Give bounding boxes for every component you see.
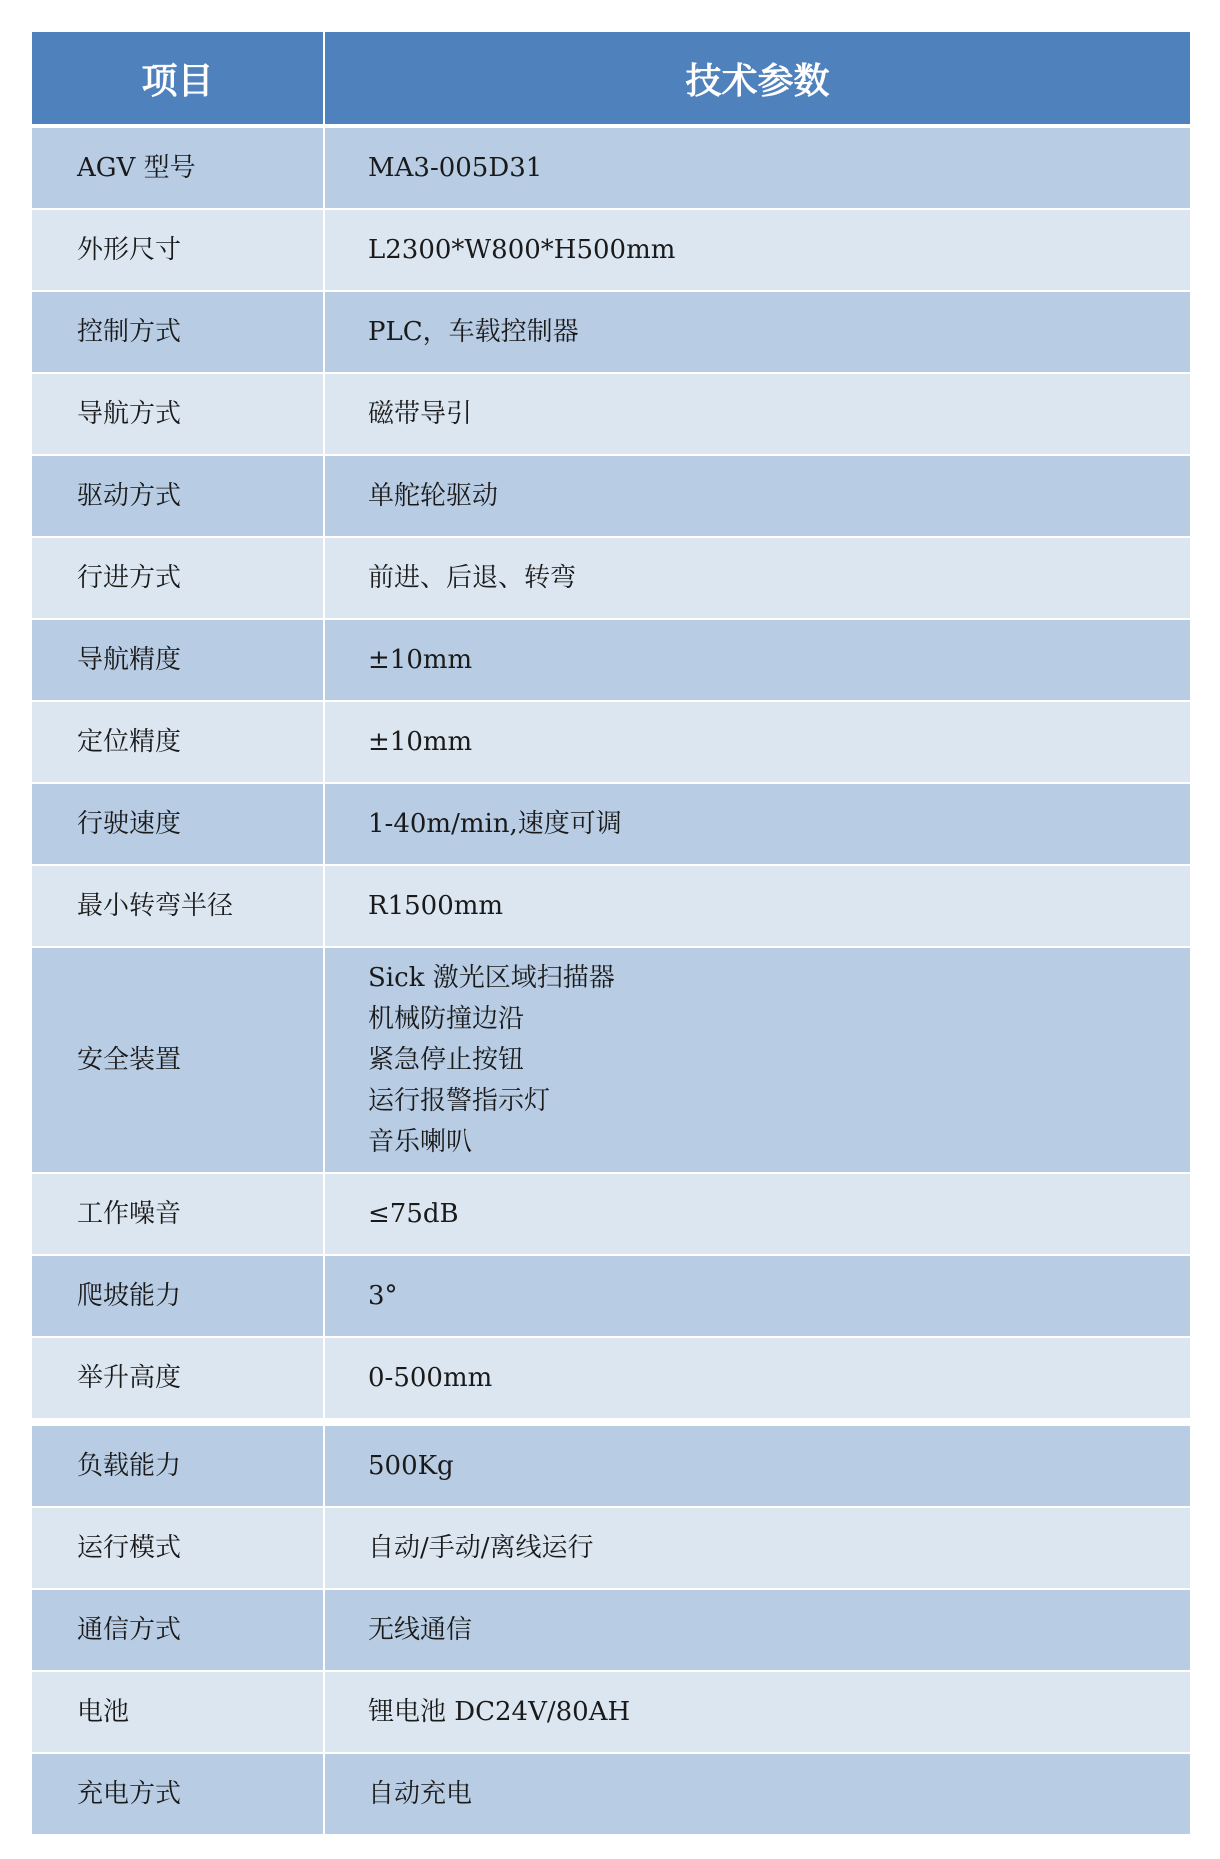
value-cell: [324, 783, 1190, 865]
item-cell: 工作噪音: [32, 1173, 324, 1255]
value-cell: [324, 1337, 1190, 1422]
value-cell: [324, 701, 1190, 783]
value-cell: [324, 291, 1190, 373]
value-line: 运行报警指示灯: [368, 1085, 551, 1116]
item-cell: 行进方式: [32, 537, 324, 619]
header-row: [32, 32, 1190, 126]
table-row: [32, 1173, 1190, 1255]
value-line: PLC，车载控制器: [368, 316, 579, 347]
value-line: MA3-005D31: [368, 152, 543, 183]
header-value: 技术参数: [324, 32, 1190, 126]
table-row: [32, 865, 1190, 947]
table-row: [32, 701, 1190, 783]
item-cell: 充电方式: [32, 1753, 324, 1835]
item-cell: 行驶速度: [32, 783, 324, 865]
value-cell: [324, 1173, 1190, 1255]
value-cell: [324, 1255, 1190, 1337]
value-line: Sick 激光区域扫描器: [368, 962, 615, 993]
value-line: 机械防撞边沿: [368, 1003, 525, 1034]
header-item: 项目: [32, 32, 324, 126]
value-cell: [324, 373, 1190, 455]
value-cell: [324, 1589, 1190, 1671]
spec-table: [32, 32, 1190, 1836]
value-cell: [324, 537, 1190, 619]
item-cell: 爬坡能力: [32, 1255, 324, 1337]
item-cell: 最小转弯半径: [32, 865, 324, 947]
value-cell: [324, 1422, 1190, 1507]
item-cell: 通信方式: [32, 1589, 324, 1671]
item-cell: 导航精度: [32, 619, 324, 701]
value-line: 0-500mm: [368, 1362, 493, 1393]
table-row: [32, 126, 1190, 209]
value-line: 3°: [368, 1280, 398, 1311]
table-row: [32, 1589, 1190, 1671]
item-cell: 举升高度: [32, 1337, 324, 1422]
value-line: 自动/手动/离线运行: [368, 1532, 594, 1563]
value-line: 音乐喇叭: [368, 1126, 473, 1157]
item-cell: 安全装置: [32, 947, 324, 1173]
value-line: 锂电池 DC24V/80AH: [368, 1696, 631, 1727]
table-row: [32, 783, 1190, 865]
item-cell: AGV 型号: [32, 126, 324, 209]
value-cell: [324, 1753, 1190, 1835]
value-cell: [324, 619, 1190, 701]
table-row: [32, 537, 1190, 619]
value-line: ≤75dB: [368, 1198, 459, 1229]
item-cell: 定位精度: [32, 701, 324, 783]
value-line: L2300*W800*H500mm: [368, 234, 676, 265]
value-cell: [324, 1671, 1190, 1753]
value-cell: [324, 1507, 1190, 1589]
table-row: [32, 1507, 1190, 1589]
value-cell: [324, 947, 1190, 1173]
value-cell: [324, 126, 1190, 209]
value-cell: [324, 865, 1190, 947]
value-line: ±10mm: [368, 726, 473, 757]
table-row: [32, 455, 1190, 537]
value-line: ±10mm: [368, 644, 473, 675]
value-cell: [324, 455, 1190, 537]
value-cell: [324, 209, 1190, 291]
table-row: [32, 1422, 1190, 1507]
value-line: 磁带导引: [368, 398, 473, 429]
value-line: R1500mm: [368, 890, 504, 921]
item-cell: 电池: [32, 1671, 324, 1753]
table-row: [32, 947, 1190, 1173]
table-row: [32, 1753, 1190, 1835]
value-line: 500Kg: [368, 1450, 454, 1481]
value-line: 自动充电: [368, 1778, 473, 1809]
table-row: [32, 209, 1190, 291]
value-line: 无线通信: [368, 1614, 473, 1645]
value-line: 单舵轮驱动: [368, 480, 499, 511]
item-cell: 负载能力: [32, 1422, 324, 1507]
item-cell: 驱动方式: [32, 455, 324, 537]
table-row: [32, 1255, 1190, 1337]
value-line: 1-40m/min,速度可调: [368, 808, 622, 839]
table-row: [32, 291, 1190, 373]
table-row: [32, 619, 1190, 701]
item-cell: 运行模式: [32, 1507, 324, 1589]
spec-rows: [32, 126, 1190, 1835]
item-cell: 外形尺寸: [32, 209, 324, 291]
value-line: 紧急停止按钮: [368, 1044, 525, 1075]
value-line: 前进、后退、转弯: [368, 562, 577, 593]
item-cell: 导航方式: [32, 373, 324, 455]
item-cell: 控制方式: [32, 291, 324, 373]
table-row: [32, 373, 1190, 455]
table-row: [32, 1671, 1190, 1753]
table-row: [32, 1337, 1190, 1422]
